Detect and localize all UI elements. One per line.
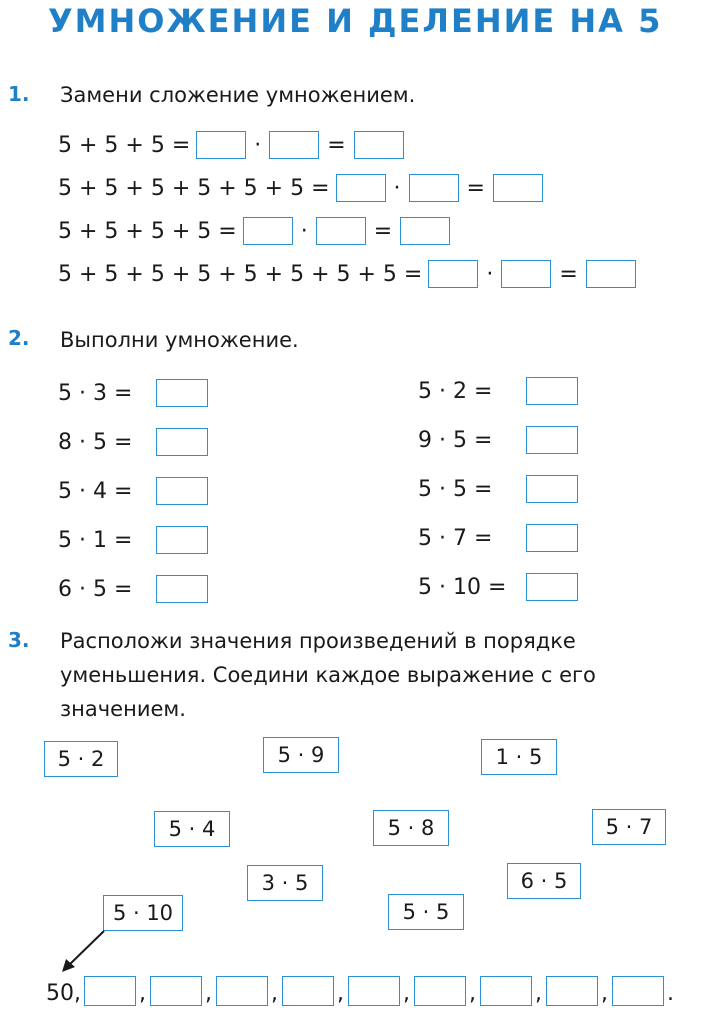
multiplication-expression: 5 · 2 = xyxy=(418,378,493,404)
answer-sequence xyxy=(46,976,674,1006)
task-3-text-line-1: Расположи значения произведений в порядке xyxy=(60,629,576,653)
addition-expression: 5 + 5 + 5 + 5 = xyxy=(58,218,237,244)
expression-chip[interactable]: 5 · 4 xyxy=(154,811,230,847)
multiplication-expression: 6 · 5 = xyxy=(58,576,133,602)
multiplication-expression: 5 · 1 = xyxy=(58,527,133,553)
answer-box[interactable] xyxy=(282,976,334,1006)
addition-expression: 5 + 5 + 5 = xyxy=(58,132,191,158)
multiplication-expression: 9 · 5 = xyxy=(418,427,493,453)
multiplication-expression: 5 · 3 = xyxy=(58,380,133,406)
page-title: УМНОЖЕНИЕ И ДЕЛЕНИЕ НА 5 xyxy=(48,2,663,40)
equals-sign: = xyxy=(327,132,346,158)
comma: , xyxy=(469,981,476,1006)
comma: , xyxy=(403,981,410,1006)
answer-box[interactable] xyxy=(546,976,598,1006)
comma: , xyxy=(337,981,344,1006)
task-3-text-line-3: значением. xyxy=(60,697,186,721)
addition-expression: 5 + 5 + 5 + 5 + 5 + 5 = xyxy=(58,175,330,201)
equals-sign: = xyxy=(373,218,393,244)
answer-box[interactable] xyxy=(84,976,136,1006)
multiplication-expression: 5 · 7 = xyxy=(418,525,493,551)
expression-chip[interactable]: 1 · 5 xyxy=(481,739,557,775)
comma: , xyxy=(205,981,212,1006)
expression-chip[interactable]: 5 · 5 xyxy=(388,894,464,930)
task-3-text-line-2: уменьшения. Соедини каждое выражение с его xyxy=(60,663,596,687)
dot-sign: · xyxy=(486,261,494,287)
expression-chip[interactable]: 6 · 5 xyxy=(507,863,581,899)
multiplication-expression: 8 · 5 = xyxy=(58,429,133,455)
expression-chip[interactable]: 5 · 7 xyxy=(592,809,666,845)
comma: , xyxy=(271,981,278,1006)
comma: , xyxy=(535,981,542,1006)
dot-sign: · xyxy=(300,218,308,244)
dot-sign: · xyxy=(393,175,401,201)
comma: , xyxy=(601,981,608,1006)
multiplication-expression: 5 · 5 = xyxy=(418,476,493,502)
equals-sign: = xyxy=(559,261,578,287)
task-3-number: 3. xyxy=(8,628,30,652)
end-period: . xyxy=(667,981,674,1006)
answer-box[interactable] xyxy=(612,976,664,1006)
task-1-text: Замени сложение умножением. xyxy=(60,83,416,107)
answer-box[interactable] xyxy=(480,976,532,1006)
task-2-text: Выполни умножение. xyxy=(60,328,299,352)
answer-box[interactable] xyxy=(348,976,400,1006)
equals-sign: = xyxy=(466,175,485,201)
first-value: 50, xyxy=(46,981,81,1006)
task-2-number: 2. xyxy=(8,326,30,350)
task-1-number: 1. xyxy=(8,82,30,106)
answer-box[interactable] xyxy=(150,976,202,1006)
multiplication-expression: 5 · 10 = xyxy=(418,574,507,600)
expression-chip[interactable]: 5 · 9 xyxy=(263,737,339,773)
expression-chip[interactable]: 5 · 2 xyxy=(44,741,118,777)
expression-chip[interactable]: 5 · 10 xyxy=(103,895,183,931)
answer-box[interactable] xyxy=(216,976,268,1006)
expression-chip[interactable]: 5 · 8 xyxy=(373,810,449,846)
comma: , xyxy=(139,981,146,1006)
dot-sign: · xyxy=(254,132,262,158)
answer-box[interactable] xyxy=(414,976,466,1006)
expression-chip[interactable]: 3 · 5 xyxy=(247,865,323,901)
addition-expression: 5 + 5 + 5 + 5 + 5 + 5 + 5 + 5 = xyxy=(58,261,423,287)
multiplication-expression: 5 · 4 = xyxy=(58,478,133,504)
